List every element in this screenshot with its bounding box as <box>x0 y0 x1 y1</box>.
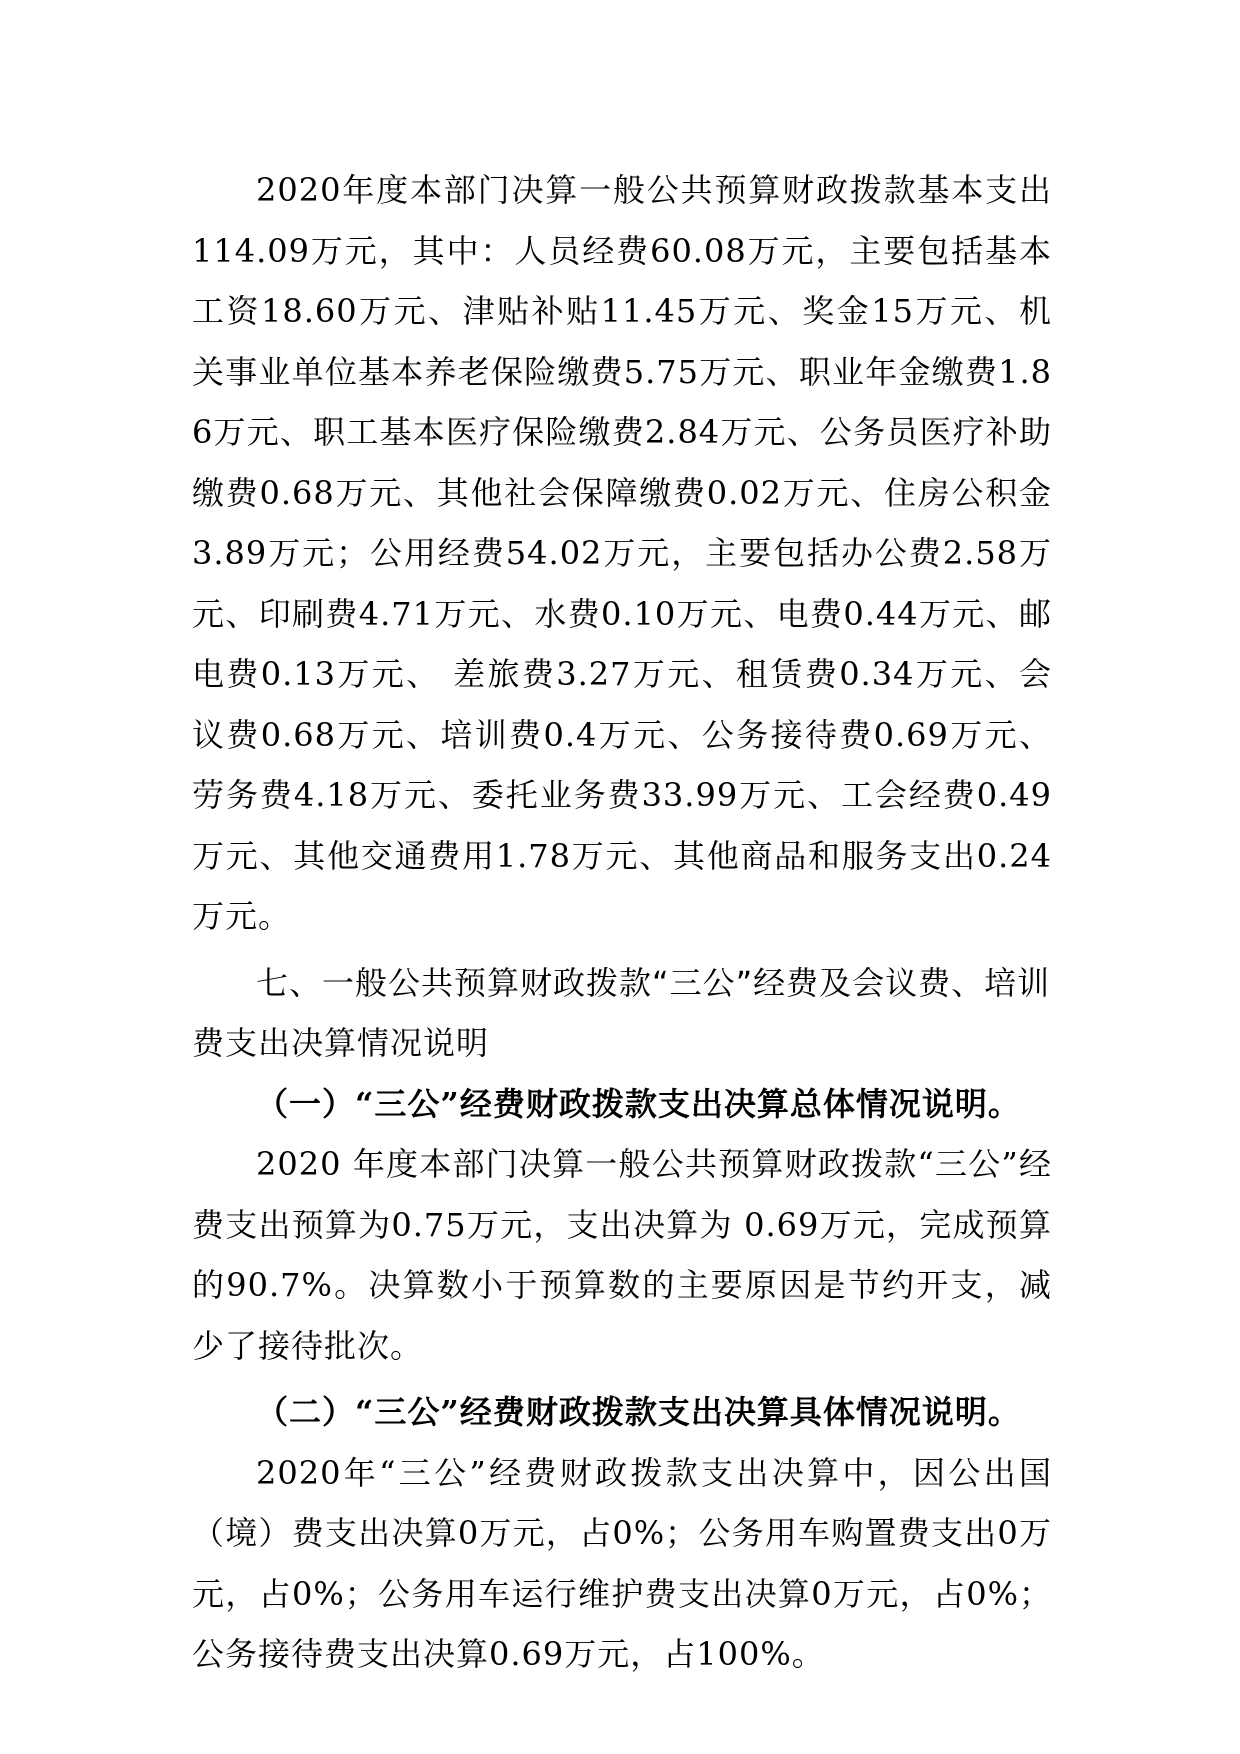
basic-expenditure-paragraph: 2020年度本部门决算一般公共预算财政拨款基本支出114.09万元，其中：人员经费60.08万元，主要包括基本工资18.60万元、津贴补贴11.45万元、奖金15万元、机关事业单位基本养老保险缴费5.75万元、职业年金缴费1.86万元、职工基本医疗保险缴费2.84万元、公务员医疗补助缴费0.68万元、其他社会保障缴费0.02万元、住房公积金3.89万元；公用经费54.02万元，主要包括办公费2.58万元、印刷费4.71万元、水费0.10万元、电费0.44万元、邮电费0.13万元、 差旅费3.27万元、租赁费0.34万元、会议费0.68万元、培训费0.4万元、公务接待费0.69万元、劳务费4.18万元、委托业务费33.99万元、工会经费0.49万元、其他交通费用1.78万元、其他商品和服务支出0.24万元。 <box>192 171 1052 935</box>
three-public-overall-paragraph: 2020 年度本部门决算一般公共预算财政拨款“三公”经费支出预算为0.75万元，支出决算为 0.69万元，完成预算的90.7%。决算数小于预算数的主要原因是节约开支，减少了接待批次。 <box>192 1145 1052 1365</box>
section-7-heading: 七、一般公共预算财政拨款“三公”经费及会议费、培训费支出决算情况说明 <box>192 963 1051 1062</box>
three-public-detail-paragraph: 2020年“三公”经费财政拨款支出决算中，因公出国（境）费支出决算0万元，占0%；公务用车购置费支出0万元，占0%；公务用车运行维护费支出决算0万元，占0%；公务接待费支出决算0.69万元，占100%。 <box>192 1453 1052 1673</box>
document-page <box>192 160 1052 1685</box>
subsection-1-heading: （一）“三公”经费财政拨款支出决算总体情况说明。 <box>256 1084 1021 1123</box>
subsection-2-heading: （二）“三公”经费财政拨款支出决算具体情况说明。 <box>256 1393 1021 1431</box>
